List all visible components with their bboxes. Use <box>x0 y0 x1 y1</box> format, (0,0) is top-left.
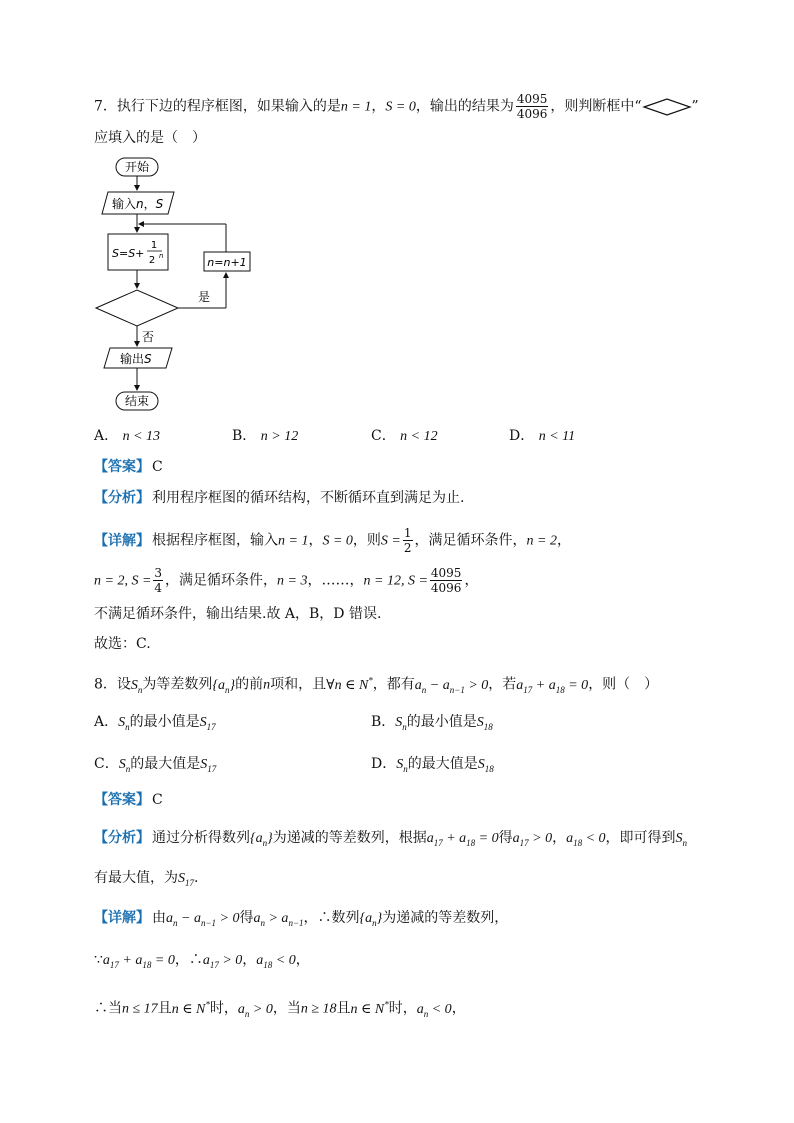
q8-detail-line1: 【详解】 由$a_n - a_{n-1} > 0$得$a_n > a_{n-1}$，∴数列$\{a_n\}$为递减的等差数列， <box>94 910 509 928</box>
flow-decision-diamond <box>96 290 178 326</box>
q8-detail-line2: $\because a_{17} + a_{18} = 0$，$\therefore a_{17} > 0$，$a_{18} < 0$， <box>94 952 310 970</box>
flowchart <box>94 154 294 414</box>
q7-answer: 【答案】 C <box>94 459 163 475</box>
flow-end-label: 结束 <box>124 394 150 408</box>
q7-option-b[interactable]: B． n > 12 <box>232 428 299 444</box>
q8-option-d[interactable]: D．$S_n$的最大值是$S_{18}$ <box>371 756 494 774</box>
q7-number: 7． <box>94 98 117 115</box>
flow-assign-label: S=S+ <box>112 247 145 260</box>
q7-analysis: 【分析】 利用程序框图的循环结构，不断循环直到满足为止. <box>94 490 465 506</box>
svg-text:1: 1 <box>150 240 158 251</box>
flow-no-label: 否 <box>142 330 155 344</box>
flow-increment-label: n=n+1 <box>207 256 247 269</box>
svg-text:2: 2 <box>148 255 156 266</box>
q7-output-fraction: $\frac{4095}{4096}$ <box>516 92 548 121</box>
q7-stem-line1: 7．执行下边的程序框图，如果输入的是n = 1，S = 0，输出的结果为 $\frac{4095}{4096}$ ，则判断框中“ ” <box>94 92 699 121</box>
q8-detail-line3: ∴当n ≤ 17且n ∈ N*时，$a_n > 0$，当n ≥ 18且n ∈ N*时，$a_n < 0$， <box>94 999 466 1019</box>
q8-option-c[interactable]: C．$S_n$的最大值是$S_{17}$ <box>94 756 217 774</box>
q7-option-a[interactable]: A． n < 13 <box>94 428 161 444</box>
q7-detail-line2: n = 2, S = $\frac{3}{4}$ ，满足循环条件，n = 3，……，n = 12, S = $\frac{4095}{4096}$ ， <box>94 566 479 595</box>
flow-start-label: 开始 <box>124 160 150 174</box>
q7-choose: 故选：C. <box>94 636 151 652</box>
flow-output-label: 输出S <box>120 352 152 366</box>
flow-yes-label: 是 <box>198 290 211 304</box>
q7-stem-line2: 应填入的是（ ） <box>94 130 206 146</box>
q8-stem: 8．设$S_n$为等差数列$\{a_n\}$的前n项和，且∀n ∈ N*，都有$a_n - a_{n-1} > 0$，若$a_{17} + a_{18} = 0$，则（ ） <box>94 675 659 695</box>
q7-option-d[interactable]: D． n < 11 <box>509 428 576 444</box>
q8-answer: 【答案】 C <box>94 792 163 808</box>
q7-detail-line3: 不满足循环条件，输出结果.故 A，B，D 错误. <box>94 606 382 622</box>
svg-text:n: n <box>159 252 164 260</box>
flow-input-label: 输入n，S <box>112 197 164 211</box>
q7-detail-line1: 【详解】 根据程序框图，输入n = 1，S = 0，则S = $\frac{1}{2}$ ，满足循环条件，n = 2， <box>94 526 571 555</box>
q7-option-c[interactable]: C． n < 12 <box>371 428 438 444</box>
q8-analysis-line2: 有最大值，为$S_{17}$. <box>94 870 199 888</box>
q8-option-b[interactable]: B．$S_n$的最小值是$S_{18}$ <box>371 714 493 732</box>
q8-analysis-line1: 【分析】 通过分析得数列$\{a_n\}$为递减的等差数列，根据$a_{17} + a_{18} = 0$得$a_{17} > 0$，$a_{18} < 0$，即可得到$S_n$ <box>94 830 688 848</box>
q8-option-a[interactable]: A．$S_n$的最小值是$S_{17}$ <box>94 714 216 732</box>
diamond-icon <box>642 97 692 117</box>
